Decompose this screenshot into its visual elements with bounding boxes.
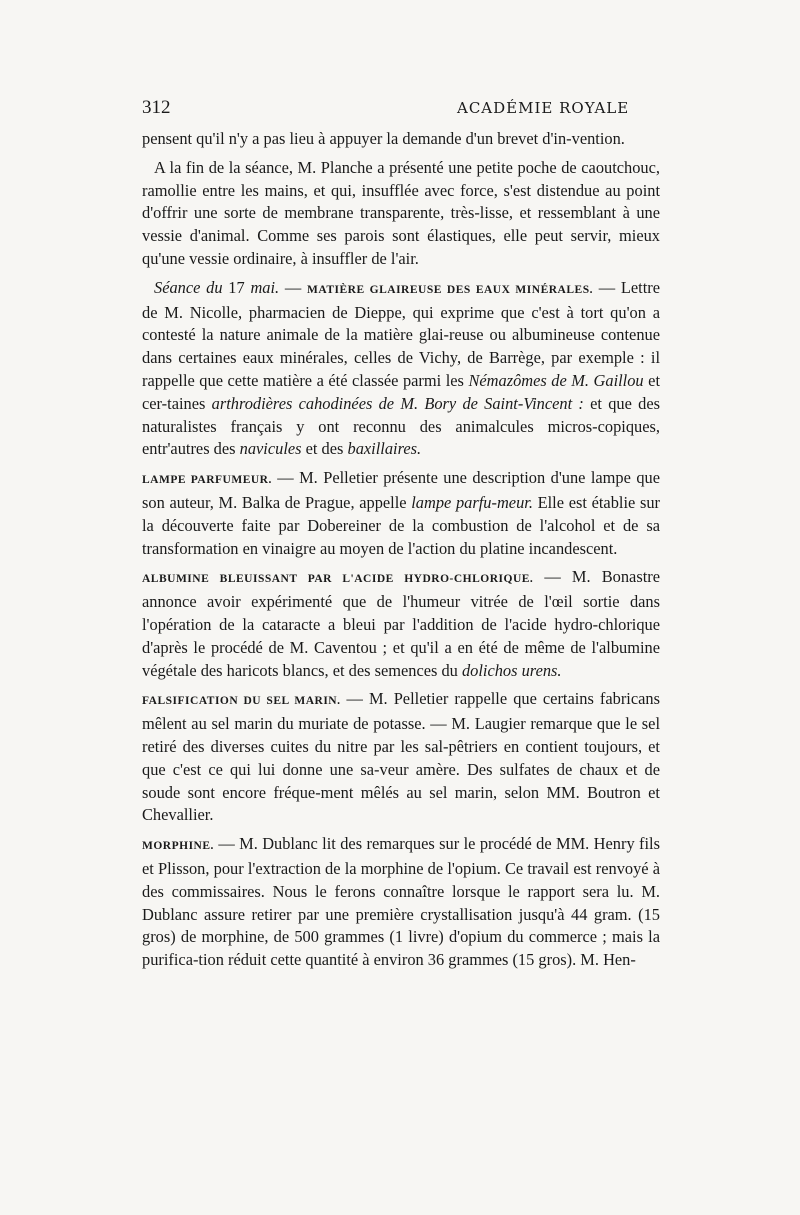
paragraph xyxy=(142,688,660,827)
italic-run: lampe parfu-meur. xyxy=(411,492,533,512)
italic-run: Séance du xyxy=(154,277,223,297)
text-run: — xyxy=(279,277,308,297)
paragraph xyxy=(142,566,660,682)
paragraph xyxy=(142,277,660,461)
running-title: ACADÉMIE ROYALE xyxy=(457,99,630,117)
section-heading: ALBUMINE BLEUISSANT PAR L'ACIDE HYDRO-CHLORIQUE. xyxy=(142,573,534,586)
paragraph xyxy=(142,833,660,972)
text-run: Elle est établie sur la découverte faite par Dobereiner de la combustion de l'alcohol et de sa transformation en vinaigre au moyen de l'action du platine incandescent. xyxy=(142,492,660,558)
paragraph xyxy=(142,157,660,271)
text-run: et cer-taines xyxy=(142,370,660,413)
paragraph xyxy=(142,467,660,560)
section-heading: MATIÈRE GLAIREUSE DES EAUX MINÉRALES. xyxy=(307,283,593,296)
italic-run: Némazômes de M. Gaillou xyxy=(468,370,644,390)
page-body xyxy=(142,128,660,978)
italic-run: baxillaires. xyxy=(347,439,422,459)
text-run: — M. Bonastre annonce avoir expérimenté que de l'humeur vitrée de l'œil sortie dans l'opération de la cataracte a bleui par l'addition de l'acide hydro-chlorique d'après le procédé de M. Caventou ; et qu'il a en été de même de l'albumine végétale des haricots blancs, et des semences du xyxy=(142,567,660,680)
italic-run: navicules xyxy=(239,439,302,459)
text-run: et que des naturalistes français y ont reconnu des animalcules micros-copiques, entr'autres des xyxy=(142,393,660,459)
text-run: pensent qu'il n'y a pas lieu à appuyer la demande d'un brevet d'in-vention. xyxy=(142,129,625,148)
section-heading: LAMPE PARFUMEUR. xyxy=(142,474,272,487)
text-run: — M. Pelletier rappelle que certains fabricans mêlent au sel marin du muriate de potasse. — M. Laugier remarque que le sel retiré des diverses cuites du nitre par les sal-pêtriers en contient toujours, et que c'est ce qui lui donne une sa-veur amère. Des sulfates de chaux et de soude sont encore fréque-ment mêlés au sel marin, selon MM. Boutron et Chevallier. xyxy=(142,689,660,825)
text-run: — M. Pelletier présente une description d'une lampe que son auteur, M. Balka de Prague, appelle xyxy=(142,468,660,512)
text-run: et des xyxy=(301,439,348,459)
paragraph xyxy=(142,128,660,151)
italic-run: arthrodières cahodinées de M. Bory de Saint-Vincent : xyxy=(211,393,584,413)
text-run: — Lettre de M. Nicolle, pharmacien de Dieppe, qui exprime que c'est à tort qu'on a contesté la nature animale de la matière glai-reuse ou albumineuse contenue dans certaines eaux minérales, celles de Vichy, de Barrège, par exemple : il rappelle que cette matière a été classée parmi les xyxy=(142,277,660,390)
section-heading: FALSIFICATION DU SEL MARIN. xyxy=(142,695,341,708)
page-number: 312 xyxy=(142,97,171,118)
italic-run: dolichos urens. xyxy=(461,660,562,680)
text-run: A la fin de la séance, M. Planche a présenté une petite poche de caoutchouc, ramollie entre les mains, et qui, insufflée avec force, s'est distendue au point d'offrir une sorte de membrane transparente, très-lisse, et ressemblant à une vessie d'animal. Comme ses parois sont élastiques, elle peut servir, mieux qu'une vessie ordinaire, à insuffler de l'air. xyxy=(142,157,660,268)
italic-run: mai. xyxy=(250,277,280,297)
text-run: — M. Dublanc lit des remarques sur le procédé de MM. Henry fils et Plisson, pour l'extraction de la morphine de l'opium. Ce travail est renvoyé à des commissaires. Nous le ferons connaître lorsque le rapport sera lu. M. Dublanc assure retirer par une première crystallisation jusqu'à 44 gram. (15 gros) de morphine, de 500 grammes (1 livre) d'opium du commerce ; mais la purifica-tion réduit cette quantité à environ 36 grammes (15 gros). M. Hen- xyxy=(142,834,660,970)
text-run: 17 xyxy=(222,277,251,297)
section-heading: MORPHINE. xyxy=(142,840,214,853)
